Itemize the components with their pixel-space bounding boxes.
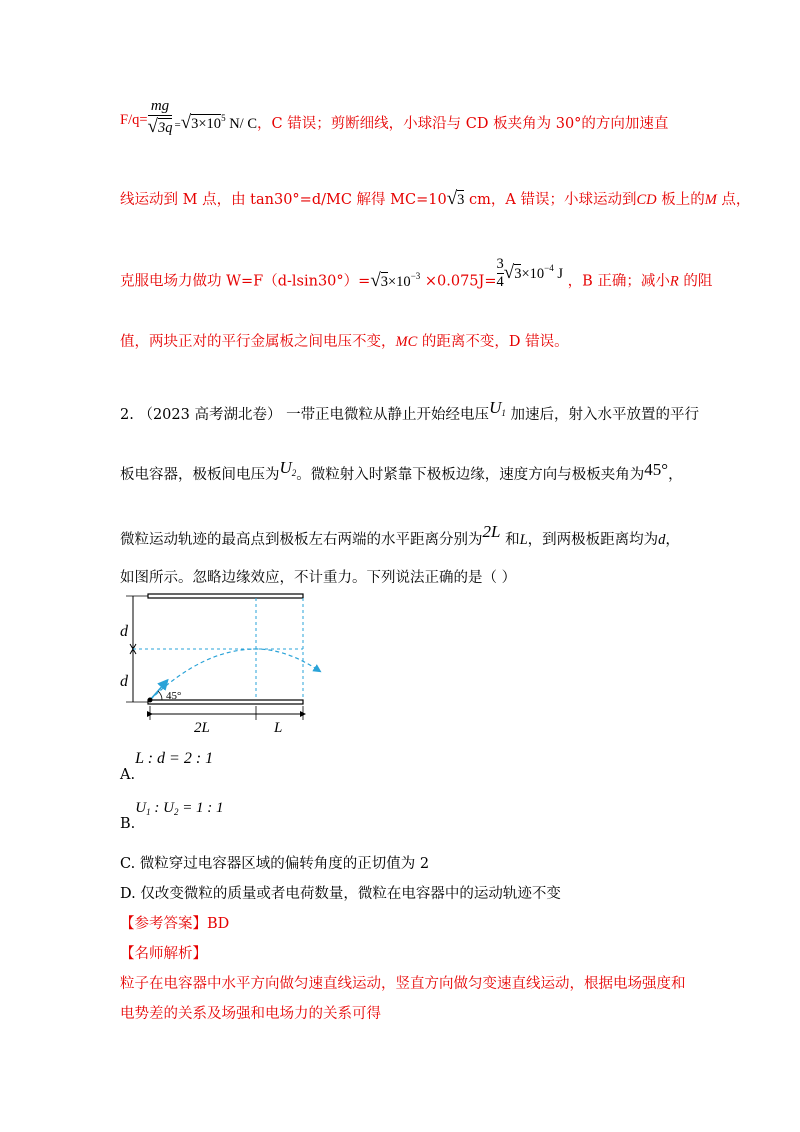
sqrt-icon: √: [503, 261, 515, 283]
angle-arc: [158, 691, 162, 700]
analysis-text-1: 粒子在电容器中水平方向做匀速直线运动，竖直方向做匀变速直线运动，根据电场强度和: [120, 976, 686, 992]
symbol-u: U: [135, 800, 147, 816]
field-exponent: 5: [221, 113, 226, 123]
equals-sign: =: [174, 119, 181, 131]
question-2-capacitor: 板电容器，极板间电压为: [120, 467, 280, 483]
sqrt-icon: √: [147, 116, 158, 137]
solution-text-d-wrong: 的距离不变，D 错误。: [417, 334, 569, 350]
angle-45: 45°: [644, 460, 669, 479]
particle: [148, 698, 153, 703]
label-d-top: d: [120, 623, 128, 640]
fraction-numerator: 3: [496, 256, 504, 272]
option-c: [120, 852, 429, 873]
sqrt-3: [446, 188, 465, 209]
solution-text-a-wrong: cm，A 错误；小球运动到: [464, 192, 637, 208]
field-unit: N/ C: [225, 116, 257, 132]
capacitor-diagram: [118, 590, 338, 740]
solution-text-c-wrong: ，C 错误；剪断细线，小球沿与 CD 板夹角为 30°的方向加速直: [256, 116, 669, 132]
top-plate: [148, 594, 303, 598]
fraction-denominator: [148, 115, 173, 138]
reference-answer: 【参考答案】BD: [120, 916, 230, 932]
field-expression-lead: F/q=: [120, 112, 148, 128]
field-value: [180, 112, 257, 133]
question-2-trajectory: 微粒运动轨迹的最高点到极板左右两端的水平距离分别为: [120, 532, 483, 548]
work-result-exponent: −4: [544, 262, 554, 273]
option-c-text: C. 微粒穿过电容器区域的偏转角度的正切值为 2: [120, 856, 430, 872]
ratio-colon: : U: [150, 800, 174, 816]
answer-line: [120, 912, 229, 933]
option-b-label: B.: [120, 816, 136, 832]
work-sqrt-term: [370, 269, 421, 291]
label-d-bottom: d: [120, 673, 128, 690]
option-d: [120, 882, 561, 903]
fraction-numerator: mg: [150, 98, 170, 114]
symbol-mc: MC: [395, 334, 418, 350]
comma: ，: [665, 532, 680, 548]
work-sqrt-value: 3: [380, 273, 388, 290]
question-2-line-2: [120, 458, 683, 484]
solution-line-2: [120, 188, 750, 210]
symbol-u1: [489, 398, 506, 417]
solution-text-voltage: 值，两块正对的平行金属板之间电压不变，: [120, 334, 396, 350]
solution-line-3: [120, 256, 712, 292]
work-result-mult: ×10: [521, 265, 545, 282]
sqrt-icon: √: [180, 112, 192, 133]
solution-text-b-correct: ，B 正确；减小: [562, 273, 670, 290]
symbol-u: U: [279, 458, 292, 477]
fraction-3-over-4: [497, 256, 504, 291]
fraction-mg-over-sqrt3q: [148, 98, 173, 138]
sqrt-icon: √: [446, 188, 458, 209]
symbol-d: d: [658, 532, 666, 548]
question-2-line-1: [120, 398, 699, 424]
symbol-2l: 2L: [482, 522, 501, 541]
symbol-u2: [280, 458, 297, 477]
work-exponent: −3: [410, 270, 421, 281]
question-2-and: 和: [500, 532, 520, 548]
analysis-line-1: [120, 972, 686, 993]
subscript-1: 1: [501, 408, 506, 418]
solution-text-factor: ×0.075J=: [420, 273, 497, 290]
ratio-result: = 1 : 1: [178, 800, 224, 816]
symbol-r: R: [669, 273, 679, 290]
label-2l: 2L: [194, 720, 210, 736]
subscript-2: 2: [173, 807, 179, 817]
option-a-label: A.: [120, 767, 136, 783]
label-angle: 45°: [166, 690, 182, 702]
initial-velocity-arrow-icon: [150, 683, 165, 700]
symbol-cd: CD: [636, 192, 657, 208]
solution-text-point: 点，: [716, 192, 751, 208]
question-2-distance: ，到两极板距离均为: [527, 532, 659, 548]
symbol-m: M: [704, 192, 717, 208]
work-result: [503, 261, 563, 283]
symbol-l: L: [519, 532, 528, 548]
work-mult: ×10: [388, 273, 411, 290]
analysis-text-2: 电势差的关系及场强和电场力的关系可得: [120, 1006, 381, 1022]
option-b-math: [135, 800, 223, 816]
solution-text-work: 克服电场力做功 W=F（d-lsin30°）=: [120, 273, 371, 290]
sqrt-icon: √: [370, 269, 381, 291]
label-l: L: [274, 720, 283, 736]
question-2-line-3: [120, 522, 680, 549]
solution-text-board: 板上的: [656, 192, 705, 208]
option-a-math: L : d = 2 : 1: [135, 750, 214, 767]
work-result-sqrt: 3: [514, 265, 522, 282]
fraction-denominator: 4: [496, 274, 504, 290]
question-2-intro: 2. （2023 高考湖北卷） 一带正电微粒从静止开始经电压: [120, 407, 490, 423]
solution-text-mc: 线运动到 M 点，由 tan30°=d/MC 解得 MC=10: [120, 192, 447, 208]
question-2-prompt: 如图所示。忽略边缘效应，不计重力。下列说法正确的是（ ）: [120, 570, 517, 586]
solution-line-1: [120, 98, 668, 138]
analysis-line-2: [120, 1002, 381, 1023]
subscript-1: 1: [146, 807, 151, 817]
symbol-u: U: [489, 398, 502, 417]
question-2-entry: 。微粒射入时紧靠下极板边缘，速度方向与极板夹角为: [296, 467, 645, 483]
question-2-line-4: [120, 566, 516, 587]
question-2-intro-cont: 加速后，射入水平放置的平行: [505, 407, 699, 423]
analysis-heading: [120, 942, 207, 963]
option-a: [120, 750, 213, 783]
comma: ，: [668, 467, 683, 483]
work-result-unit: J: [553, 265, 563, 282]
solution-line-4: [120, 330, 569, 351]
analysis-label: 【名师解析】: [120, 946, 207, 962]
sqrt-3-text: 3: [457, 192, 465, 208]
solution-text-resist: 的阻: [678, 273, 713, 290]
option-d-text: D. 仅改变微粒的质量或者电荷数量，微粒在电容器中的运动轨迹不变: [120, 886, 561, 902]
option-b: [120, 800, 224, 832]
field-value-text: 3×10: [191, 116, 222, 132]
fraction-denominator-text: 3q: [157, 120, 173, 136]
subscript-2: 2: [291, 468, 297, 478]
